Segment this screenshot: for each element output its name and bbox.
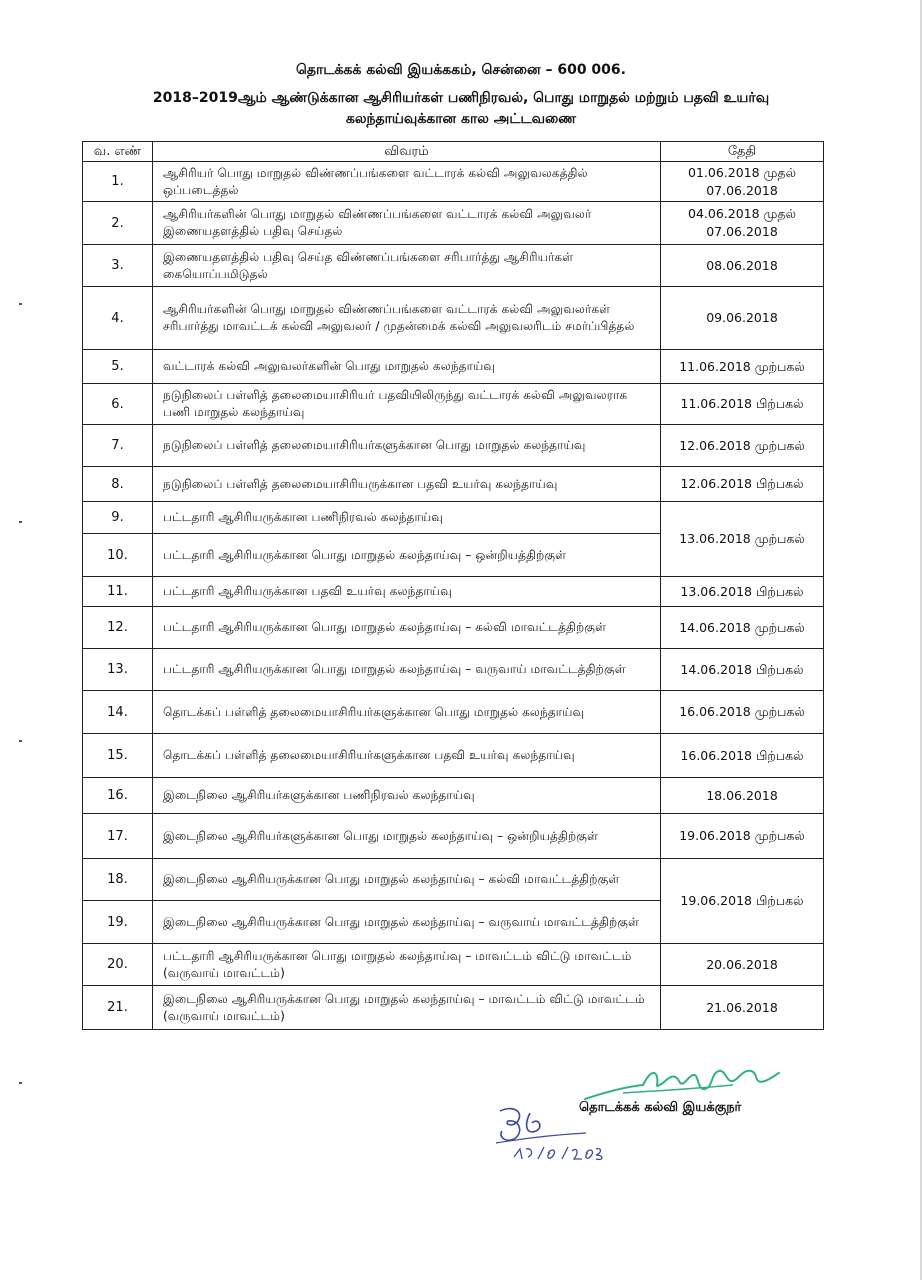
row-number: 19. [83,901,153,944]
row-date: 04.06.2018 முதல் 07.06.2018 [661,202,824,245]
row-date: 12.06.2018 முற்பகல் [661,425,824,467]
row-date: 14.06.2018 முற்பகல் [661,607,824,649]
signature-stroke [585,1071,779,1099]
row-description: வட்டாரக் கல்வி அலுவலர்களின் பொது மாறுதல் கலந்தாய்வு [153,350,661,384]
row-description: தொடக்கப் பள்ளித் தலைமையாசிரியர்களுக்கான பதவி உயர்வு கலந்தாய்வு [153,734,661,778]
row-description: நடுநிலைப் பள்ளித் தலைமையாசிரியர்களுக்கான பொது மாறுதல் கலந்தாய்வு [153,425,661,467]
row-number: 3. [83,245,153,287]
table-row [83,859,824,901]
row-date: 18.06.2018 [661,778,824,814]
row-number: 20. [83,944,153,986]
row-date: 11.06.2018 முற்பகல் [661,350,824,384]
table-header-row [83,142,824,162]
row-date: 11.06.2018 பிற்பகல் [661,384,824,425]
schedule-table [82,141,824,1030]
table-row [83,467,824,502]
row-number: 8. [83,467,153,502]
row-date: 08.06.2018 [661,245,824,287]
table-row [83,202,824,245]
row-date: 21.06.2018 [661,986,824,1030]
initials-underline [496,1133,586,1143]
table-row [83,577,824,607]
column-header-sno: வ. எண் [83,142,153,162]
column-header-date: தேதி [661,142,824,162]
margin-mark [19,521,22,523]
row-description: பட்டதாரி ஆசிரியருக்கான பொது மாறுதல் கலந்தாய்வு – வருவாய் மாவட்டத்திற்குள் [153,649,661,691]
row-number: 10. [83,534,153,577]
table-row [83,350,824,384]
row-date: 16.06.2018 முற்பகல் [661,691,824,734]
title-line-2: கலந்தாய்வுக்கான கால அட்டவணை [345,111,577,127]
table-row [83,944,824,986]
row-date: 14.06.2018 பிற்பகல் [661,649,824,691]
row-description: இடைநிலை ஆசிரியருக்கான பொது மாறுதல் கலந்தாய்வு – வருவாய் மாவட்டத்திற்குள் [153,901,661,944]
table-row [83,502,824,534]
row-number: 14. [83,691,153,734]
title-line-1: 2018–2019ஆம் ஆண்டுக்கான ஆசிரியர்கள் பணிநிரவல், பொது மாறுதல் மற்றும் பதவி உயர்வு [152,90,770,106]
table-row [83,384,824,425]
row-number: 11. [83,577,153,607]
row-description: பட்டதாரி ஆசிரியருக்கான பதவி உயர்வு கலந்தாய்வு [153,577,661,607]
initials-stroke [527,1113,540,1132]
row-description: ஆசிரியர்களின் பொது மாறுதல் விண்ணப்பங்களை வட்டாரக் கல்வி அலுவலர் இணையதளத்தில் பதிவு செய்தல் [153,202,661,245]
row-number: 6. [83,384,153,425]
row-date: 01.06.2018 முதல் 07.06.2018 [661,162,824,202]
table-row [83,691,824,734]
row-date: 16.06.2018 பிற்பகல் [661,734,824,778]
director-signature [583,1063,783,1103]
margin-mark [19,303,22,305]
row-number: 13. [83,649,153,691]
row-number: 21. [83,986,153,1030]
row-number: 7. [83,425,153,467]
margin-mark [19,740,22,742]
row-description: இடைநிலை ஆசிரியர்களுக்கான பணிநிரவல் கலந்தாய்வு [153,778,661,814]
row-number: 15. [83,734,153,778]
row-description: இடைநிலை ஆசிரியர்களுக்கான பொது மாறுதல் கலந்தாய்வு – ஒன்றியத்திற்குள் [153,814,661,859]
table-row [83,245,824,287]
row-number: 12. [83,607,153,649]
row-date: 09.06.2018 [661,287,824,350]
initials-date-stroke [514,1147,602,1159]
initials-stroke [500,1109,520,1141]
row-description: பட்டதாரி ஆசிரியருக்கான பொது மாறுதல் கலந்தாய்வு – மாவட்டம் விட்டு மாவட்டம் (வருவாய் மாவட்டம்) [153,944,661,986]
row-number: 2. [83,202,153,245]
initials-mark [490,1105,620,1165]
row-date: 19.06.2018 பிற்பகல் [661,859,824,944]
row-description: ஆசிரியர்களின் பொது மாறுதல் விண்ணப்பங்களை வட்டாரக் கல்வி அலுவலர்கள் சரிபார்த்து மாவட்டக் கல்வி அலுவலர் / முதன்மைக் கல்வி அலுவலரிடம் சமர்ப்பித்தல் [153,287,661,350]
row-description: இடைநிலை ஆசிரியருக்கான பொது மாறுதல் கலந்தாய்வு – மாவட்டம் விட்டு மாவட்டம் (வருவாய் மாவட்டம்) [153,986,661,1030]
row-number: 17. [83,814,153,859]
document-title [90,88,832,130]
row-number: 16. [83,778,153,814]
row-date: 12.06.2018 பிற்பகல் [661,467,824,502]
row-number: 1. [83,162,153,202]
table-row [83,734,824,778]
table-row [83,814,824,859]
table-row [83,287,824,350]
director-designation: தொடக்கக் கல்வி இயக்குநர் [579,1100,742,1115]
table-row [83,778,824,814]
row-description: பட்டதாரி ஆசிரியருக்கான பொது மாறுதல் கலந்தாய்வு – ஒன்றியத்திற்குள் [153,534,661,577]
table-row [83,162,824,202]
row-number: 5. [83,350,153,384]
row-date: 13.06.2018 முற்பகல் [661,502,824,577]
row-number: 18. [83,859,153,901]
row-date: 19.06.2018 முற்பகல் [661,814,824,859]
table-row [83,649,824,691]
row-description: நடுநிலைப் பள்ளித் தலைமையாசிரியருக்கான பதவி உயர்வு கலந்தாய்வு [153,467,661,502]
row-description: நடுநிலைப் பள்ளித் தலைமையாசிரியர் பதவியிலிருந்து வட்டாரக் கல்வி அலுவலராக பணி மாறுதல் கலந்தாய்வு [153,384,661,425]
table-row [83,425,824,467]
table-row [83,607,824,649]
row-date: 13.06.2018 பிற்பகல் [661,577,824,607]
table-row [83,986,824,1030]
row-description: இடைநிலை ஆசிரியருக்கான பொது மாறுதல் கலந்தாய்வு – கல்வி மாவட்டத்திற்குள் [153,859,661,901]
row-description: தொடக்கப் பள்ளித் தலைமையாசிரியர்களுக்கான பொது மாறுதல் கலந்தாய்வு [153,691,661,734]
margin-mark [19,1082,22,1084]
row-description: பட்டதாரி ஆசிரியருக்கான பணிநிரவல் கலந்தாய்வு [153,502,661,534]
row-description: இணையதளத்தில் பதிவு செய்த விண்ணப்பங்களை சரிபார்த்து ஆசிரியர்கள் கையொப்பமிடுதல் [153,245,661,287]
row-number: 9. [83,502,153,534]
row-number: 4. [83,287,153,350]
row-description: பட்டதாரி ஆசிரியருக்கான பொது மாறுதல் கலந்தாய்வு – கல்வி மாவட்டத்திற்குள் [153,607,661,649]
row-description: ஆசிரியர் பொது மாறுதல் விண்ணப்பங்களை வட்டாரக் கல்வி அலுவலகத்தில் ஒப்படைத்தல் [153,162,661,202]
office-heading: தொடக்கக் கல்வி இயக்ககம், சென்னை – 600 006. [296,62,626,78]
column-header-desc: விவரம் [153,142,661,162]
row-date: 20.06.2018 [661,944,824,986]
